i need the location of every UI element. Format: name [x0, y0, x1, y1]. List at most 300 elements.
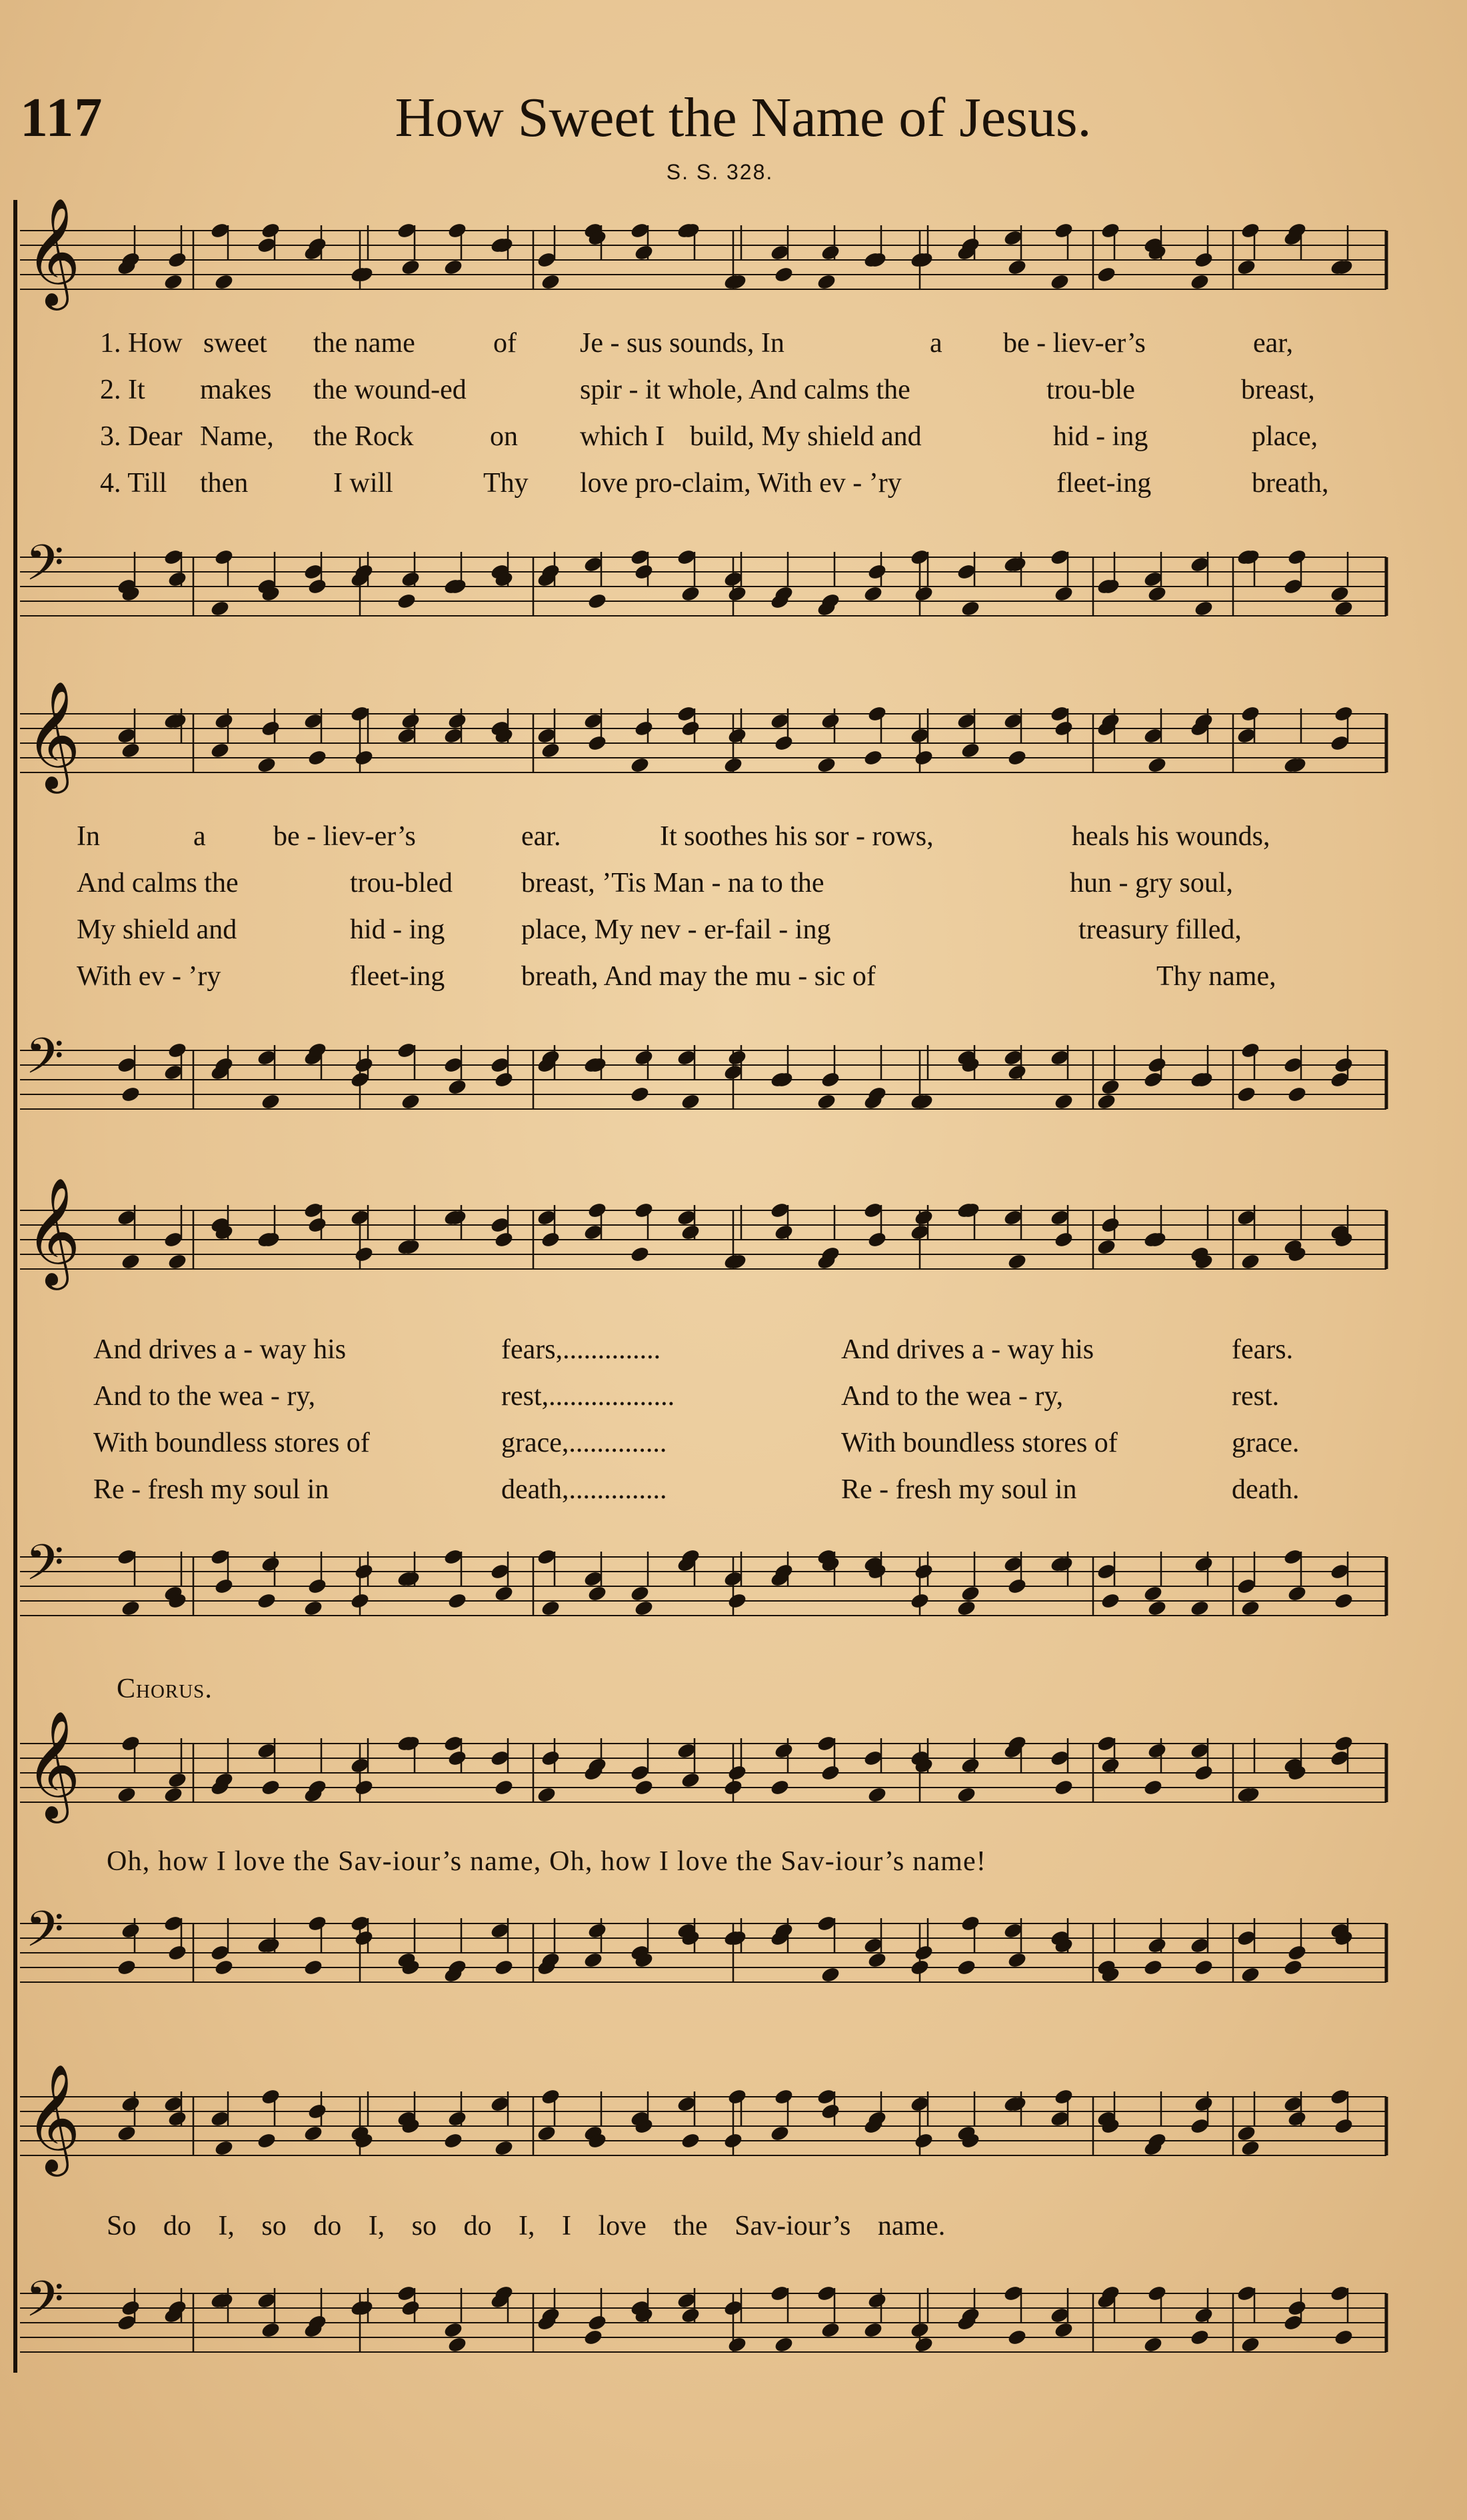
notehead: [213, 2139, 234, 2157]
notehead: [913, 2335, 934, 2353]
notehead: [307, 577, 327, 595]
notehead: [956, 1958, 976, 1976]
lyric-line: [0, 1838, 1467, 1885]
lyric-syllable: place,: [1252, 421, 1318, 452]
lyric-line: [0, 813, 1467, 860]
lyric-syllable: rest.: [1232, 1381, 1280, 1412]
bass-clef-icon: 𝄢: [25, 1027, 64, 1098]
lyric-syllable: My shield and: [77, 914, 237, 945]
notehead: [167, 251, 187, 269]
notehead: [307, 748, 327, 766]
notehead: [1053, 1092, 1074, 1110]
lyric-syllable: So do I, so do I, so do I, I love the Sav-iour’s name.: [107, 2211, 946, 2241]
hymn-title: How Sweet the Name of Jesus.: [395, 87, 1092, 149]
notehead: [956, 1599, 976, 1617]
notehead: [866, 1951, 887, 1969]
notehead: [540, 1749, 561, 1767]
lyric-syllable: a: [930, 328, 942, 359]
notehead: [116, 1786, 137, 1804]
lyric-syllable: fears,..............: [501, 1334, 661, 1365]
lyric-syllable: Je - sus sounds, In: [580, 328, 784, 359]
notehead: [629, 1584, 650, 1602]
notehead: [1193, 599, 1214, 617]
lyric-syllable: With ev - ’ry: [77, 961, 221, 992]
notehead: [1006, 2328, 1027, 2346]
notehead: [167, 1943, 187, 1961]
treble-staff-chorus-1: [0, 1706, 1467, 1840]
lyric-syllable: And drives a - way his: [841, 1334, 1094, 1365]
lyric-syllable: hid - ing: [1053, 421, 1148, 452]
notehead: [1006, 1577, 1027, 1595]
lyric-syllable: ear,: [1253, 328, 1294, 359]
notehead: [816, 273, 836, 291]
chorus-label: Chorus.: [117, 1674, 213, 1704]
notehead: [540, 1230, 561, 1248]
notehead: [587, 592, 607, 610]
notehead: [1286, 2299, 1307, 2317]
notehead: [1049, 273, 1070, 291]
lyric-syllable: spir - it whole, And calms the: [580, 375, 910, 405]
lyric-syllable: breath,: [1252, 468, 1329, 499]
notehead: [913, 1208, 934, 1226]
notehead: [633, 1599, 654, 1617]
lyric-line: [0, 906, 1467, 953]
lyric-syllable: then: [200, 468, 249, 499]
notehead: [1333, 1734, 1354, 1752]
notehead: [1286, 1085, 1307, 1103]
lyric-syllable: grace,..............: [501, 1428, 667, 1458]
notehead: [1100, 1592, 1120, 1610]
notehead: [1146, 1742, 1167, 1760]
notehead: [443, 258, 463, 276]
notehead: [773, 734, 794, 752]
notehead: [116, 2124, 137, 2142]
notehead: [1053, 585, 1074, 603]
notehead: [1006, 1252, 1027, 1270]
notehead: [862, 748, 883, 766]
notehead: [303, 2124, 323, 2142]
notehead: [493, 1230, 514, 1248]
notehead: [307, 2102, 327, 2120]
lyric-line: [0, 413, 1467, 460]
notehead: [1189, 273, 1210, 291]
notehead: [447, 712, 467, 730]
lyrics-chorus-2: [0, 2203, 1467, 2249]
lyric-syllable: treasury filled,: [1078, 914, 1242, 945]
lyric-syllable: be - liev-er’s: [273, 821, 416, 852]
notehead: [1333, 599, 1354, 617]
notehead: [1193, 1555, 1214, 1573]
lyric-syllable: It soothes his sor - rows,: [660, 821, 934, 852]
notehead: [1100, 1216, 1120, 1234]
lyric-syllable: trou-ble: [1046, 375, 1135, 405]
notehead: [727, 1592, 747, 1610]
lyric-syllable: which I: [580, 421, 665, 452]
notehead: [1240, 1965, 1260, 1983]
notehead: [400, 2299, 421, 2317]
notehead: [1333, 2328, 1354, 2346]
bass-clef-icon: 𝄢: [25, 1900, 64, 1971]
notehead: [167, 1041, 187, 1059]
notehead: [213, 712, 234, 730]
notehead: [727, 1764, 747, 1782]
notehead: [213, 1577, 234, 1595]
notehead: [256, 2131, 277, 2149]
notehead: [120, 741, 141, 759]
notehead: [960, 599, 980, 617]
lyric-syllable: of: [493, 328, 517, 359]
lyric-syllable: hun - gry soul,: [1070, 868, 1233, 898]
bass-staff-chorus-1: [0, 1886, 1467, 2019]
notehead: [260, 719, 281, 737]
lyric-syllable: 2. It: [100, 375, 145, 405]
notehead: [1006, 258, 1027, 276]
notehead: [1142, 2335, 1163, 2353]
notehead: [680, 2306, 701, 2324]
notehead: [960, 1756, 980, 1774]
notehead: [820, 2102, 840, 2120]
lyric-line: [0, 367, 1467, 413]
notehead: [820, 1070, 840, 1088]
notehead: [447, 221, 467, 239]
treble-clef-icon: 𝄞: [25, 680, 81, 790]
notehead: [1006, 1063, 1027, 1081]
notehead: [353, 748, 374, 766]
lyric-syllable: fleet-ing: [350, 961, 445, 992]
notehead: [769, 2124, 790, 2142]
notehead: [1286, 548, 1307, 566]
notehead: [540, 2087, 561, 2105]
notehead: [1236, 258, 1256, 276]
notehead: [120, 1921, 141, 1939]
lyrics-chorus-1: [0, 1838, 1467, 1885]
notehead: [307, 1216, 327, 1234]
notehead: [680, 1223, 701, 1241]
notehead: [256, 756, 277, 774]
notehead: [536, 2124, 557, 2142]
notehead: [960, 1914, 980, 1932]
lyric-syllable: place, My nev - er-fail - ing: [521, 914, 831, 945]
notehead: [1240, 704, 1260, 722]
notehead: [680, 719, 701, 737]
lyric-syllable: makes: [200, 375, 272, 405]
lyric-syllable: sweet: [203, 328, 267, 359]
notehead: [213, 548, 234, 566]
lyric-syllable: fears.: [1232, 1334, 1294, 1365]
notehead: [493, 1778, 514, 1796]
lyric-syllable: Name,: [200, 421, 274, 452]
notehead: [260, 2321, 281, 2339]
lyric-line: [0, 860, 1467, 906]
notehead: [773, 2087, 794, 2105]
notehead: [1146, 1056, 1167, 1074]
notehead: [163, 1786, 183, 1804]
notehead: [167, 2109, 187, 2127]
notehead: [447, 2335, 467, 2353]
notehead: [1193, 1958, 1214, 1976]
notehead: [1329, 585, 1350, 603]
notehead: [629, 1085, 650, 1103]
notehead: [820, 1965, 840, 1983]
notehead: [1240, 1041, 1260, 1059]
notehead: [353, 1562, 374, 1580]
notehead: [816, 756, 836, 774]
notehead: [167, 1252, 187, 1270]
lyrics-system-1: [0, 320, 1467, 507]
notehead: [1146, 1936, 1167, 1954]
lyric-syllable: the Rock: [313, 421, 414, 452]
lyric-syllable: the wound-ed: [313, 375, 467, 405]
notehead: [260, 1778, 281, 1796]
notehead: [1189, 2328, 1210, 2346]
notehead: [163, 273, 183, 291]
notehead: [820, 1764, 840, 1782]
notehead: [1096, 1092, 1116, 1110]
notehead: [1053, 719, 1074, 737]
notehead: [633, 719, 654, 737]
lyric-syllable: trou-bled: [350, 868, 453, 898]
notehead: [820, 2321, 840, 2339]
notehead: [680, 585, 701, 603]
notehead: [1100, 1078, 1120, 1096]
notehead: [680, 2131, 701, 2149]
notehead: [633, 1048, 654, 1066]
notehead: [913, 748, 934, 766]
lyric-syllable: And calms the: [77, 868, 239, 898]
treble-staff-system-3: [0, 1166, 1467, 1313]
notehead: [1100, 1756, 1120, 1774]
notehead: [816, 1092, 836, 1110]
notehead: [1193, 1764, 1214, 1782]
notehead: [1053, 221, 1074, 239]
notehead: [1240, 2335, 1260, 2353]
notehead: [209, 599, 230, 617]
notehead: [773, 2335, 794, 2353]
notehead: [1189, 1599, 1210, 1617]
lyric-syllable: Re - fresh my soul in: [841, 1474, 1077, 1505]
treble-staff-chorus-2: [0, 2053, 1467, 2199]
lyric-syllable: 1. How: [100, 328, 183, 359]
notehead: [1146, 1599, 1167, 1617]
notehead: [913, 1943, 934, 1961]
lyric-syllable: ear.: [521, 821, 561, 852]
notehead: [1333, 1592, 1354, 1610]
notehead: [1006, 1951, 1027, 1969]
notehead: [1240, 2139, 1260, 2157]
notehead: [680, 1092, 701, 1110]
lyrics-system-2: [0, 813, 1467, 1000]
notehead: [1146, 756, 1167, 774]
notehead: [680, 1771, 701, 1789]
notehead: [120, 1085, 141, 1103]
notehead: [1096, 1238, 1116, 1256]
notehead: [400, 1092, 421, 1110]
notehead: [443, 2321, 463, 2339]
notehead: [256, 1592, 277, 1610]
notehead: [1333, 704, 1354, 722]
lyric-syllable: And to the wea - ry,: [93, 1381, 316, 1412]
notehead: [1096, 265, 1116, 283]
notehead: [587, 2313, 607, 2331]
notehead: [862, 2321, 883, 2339]
notehead: [1333, 1056, 1354, 1074]
notehead: [727, 585, 747, 603]
notehead: [633, 1778, 654, 1796]
lyric-syllable: Thy: [483, 468, 529, 499]
notehead: [493, 2139, 514, 2157]
notehead: [866, 1230, 887, 1248]
staff-lines: [20, 1744, 1386, 1802]
notehead: [1193, 2306, 1214, 2324]
notehead: [1142, 1778, 1163, 1796]
notehead: [820, 243, 840, 261]
lyric-syllable: hid - ing: [350, 914, 445, 945]
notehead: [629, 1245, 650, 1263]
notehead: [629, 756, 650, 774]
bass-clef-icon: 𝄢: [25, 2270, 64, 2341]
lyric-syllable: Re - fresh my soul in: [93, 1474, 329, 1505]
notehead: [209, 741, 230, 759]
notehead: [493, 1958, 514, 1976]
lyric-syllable: fleet-ing: [1056, 468, 1152, 499]
notehead: [866, 1786, 887, 1804]
lyric-syllable: be - liev-er’s: [1003, 328, 1146, 359]
notehead: [307, 1577, 327, 1595]
notehead: [1333, 2117, 1354, 2135]
notehead: [1193, 2095, 1214, 2113]
notehead: [633, 563, 654, 581]
notehead: [960, 1584, 980, 1602]
treble-staff-system-2: [0, 673, 1467, 813]
lyric-syllable: rest,..................: [501, 1381, 675, 1412]
notehead: [447, 2109, 467, 2127]
lyric-syllable: build, My shield and: [690, 421, 922, 452]
notehead: [1142, 1958, 1163, 1976]
notehead: [1282, 1958, 1303, 1976]
notehead: [587, 1584, 607, 1602]
notehead: [727, 2335, 747, 2353]
notehead: [213, 1958, 234, 1976]
notehead: [116, 1958, 137, 1976]
notehead: [1053, 2321, 1074, 2339]
notehead: [540, 741, 561, 759]
lyric-line: [0, 1326, 1467, 1373]
treble-clef-icon: 𝄞: [25, 2063, 81, 2173]
notehead: [120, 2095, 141, 2113]
bass-staff-system-2: [0, 1003, 1467, 1156]
notehead: [447, 1078, 467, 1096]
treble-staff-system-1: [0, 197, 1467, 320]
notehead: [1053, 1778, 1074, 1796]
notehead: [583, 2328, 603, 2346]
hymn-reference: S. S. 328.: [666, 160, 774, 184]
lyric-syllable: heals his wounds,: [1072, 821, 1270, 852]
notehead: [773, 265, 794, 283]
bass-clef-icon: 𝄢: [25, 534, 64, 605]
lyric-line: [0, 1420, 1467, 1466]
notehead: [866, 563, 887, 581]
notehead: [587, 1201, 607, 1219]
lyric-line: [0, 320, 1467, 367]
notehead: [1236, 2124, 1256, 2142]
notehead: [303, 1599, 323, 1617]
notehead: [956, 1786, 976, 1804]
notehead: [1146, 585, 1167, 603]
notehead: [773, 1742, 794, 1760]
notehead: [120, 1734, 141, 1752]
notehead: [400, 570, 421, 588]
notehead: [583, 1951, 603, 1969]
lyric-line: [0, 460, 1467, 507]
notehead: [260, 1092, 281, 1110]
lyric-syllable: With boundless stores of: [841, 1428, 1118, 1458]
notehead: [400, 258, 421, 276]
notehead: [353, 1929, 374, 1947]
notehead: [769, 1778, 790, 1796]
lyric-syllable: breast,: [1241, 375, 1315, 405]
notehead: [120, 1599, 141, 1617]
notehead: [447, 1592, 467, 1610]
lyric-syllable: death.: [1232, 1474, 1300, 1505]
notehead: [727, 2087, 747, 2105]
notehead: [913, 2131, 934, 2149]
notehead: [443, 2131, 463, 2149]
notehead: [213, 273, 234, 291]
notehead: [1236, 1085, 1256, 1103]
lyric-syllable: a: [193, 821, 206, 852]
lyric-syllable: With boundless stores of: [93, 1428, 370, 1458]
notehead: [866, 704, 887, 722]
lyrics-system-3: [0, 1326, 1467, 1513]
notehead: [1286, 1584, 1307, 1602]
notehead: [1286, 2109, 1307, 2127]
notehead: [353, 1778, 374, 1796]
notehead: [1146, 2284, 1167, 2302]
lyric-line: [0, 1373, 1467, 1420]
notehead: [773, 1223, 794, 1241]
hymn-number: 117: [20, 87, 103, 149]
notehead: [1142, 1584, 1163, 1602]
notehead: [260, 2087, 281, 2105]
treble-clef-icon: 𝄞: [25, 197, 81, 307]
notehead: [167, 1771, 187, 1789]
notehead: [353, 1245, 374, 1263]
lyric-syllable: on: [490, 421, 518, 452]
notehead: [1240, 1252, 1260, 1270]
bass-staff-system-3: [0, 1513, 1467, 1660]
bass-staff-chorus-2: [0, 2249, 1467, 2396]
notehead: [396, 592, 417, 610]
notehead: [913, 585, 934, 603]
notehead: [862, 585, 883, 603]
notehead: [633, 1201, 654, 1219]
notehead: [1053, 2087, 1074, 2105]
lyric-syllable: Oh, how I love the Sav-iour’s name, Oh, how I love the Sav-iour’s name!: [107, 1846, 987, 1877]
lyric-syllable: breast, ’Tis Man - na to the: [521, 868, 824, 898]
notehead: [540, 1599, 561, 1617]
lyric-syllable: 4. Till: [100, 468, 167, 499]
notehead: [866, 2291, 887, 2309]
treble-clef-icon: 𝄞: [25, 1710, 81, 1820]
lyric-syllable: I will: [333, 468, 393, 499]
lyric-line: [0, 953, 1467, 1000]
notehead: [633, 243, 654, 261]
notehead: [1240, 221, 1260, 239]
lyric-line: [0, 1466, 1467, 1513]
notehead: [587, 1921, 607, 1939]
notehead: [1240, 1599, 1260, 1617]
notehead: [493, 1584, 514, 1602]
